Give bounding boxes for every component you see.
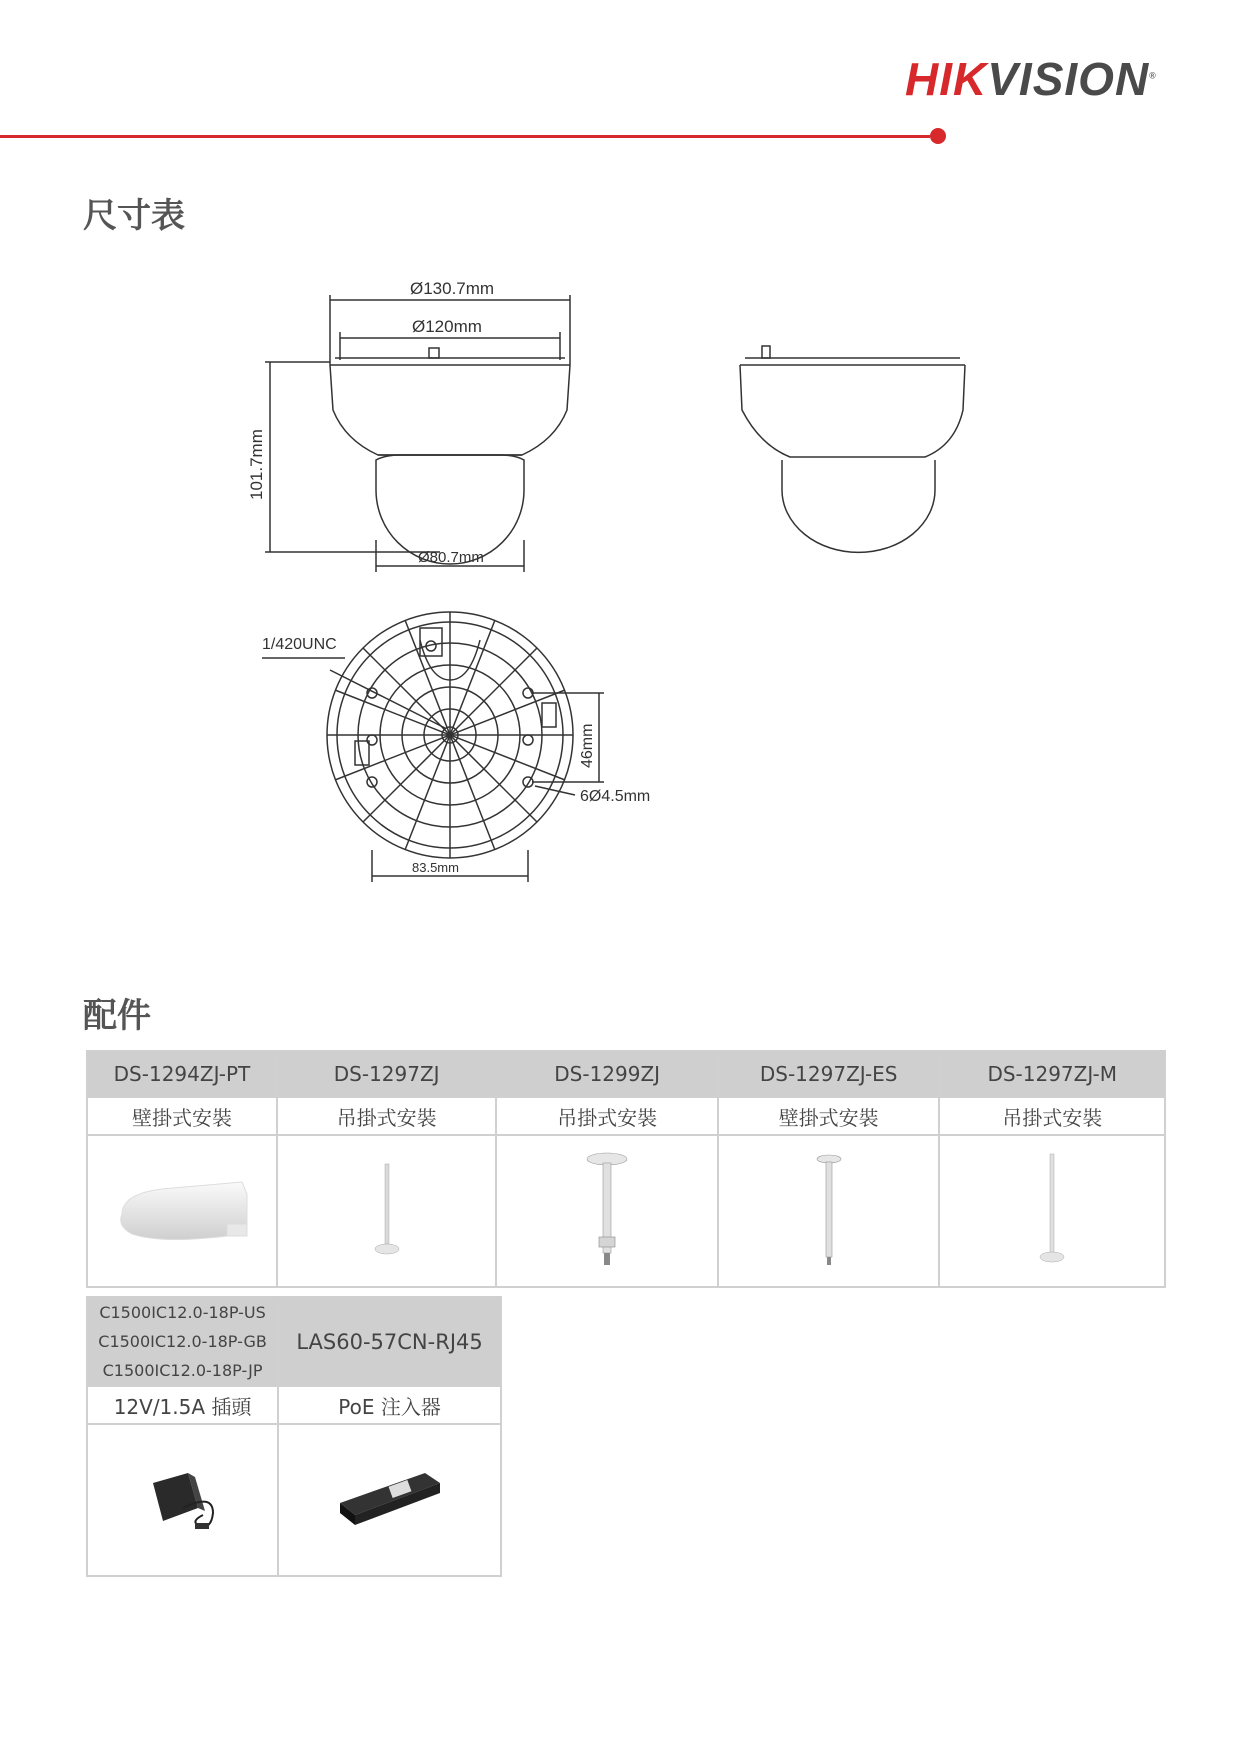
desc-cell: 吊掛式安裝 <box>496 1097 718 1135</box>
dim-holes: 6Ø4.5mm <box>580 788 651 805</box>
accessories-table-2 <box>86 1296 502 1577</box>
dim-hole-spacing-v: 46mm <box>579 723 596 768</box>
dim-outer-diameter: Ø130.7mm <box>410 279 495 298</box>
pendant-mount-icon <box>367 1159 407 1259</box>
accessories-heading: 配件 <box>83 996 151 1036</box>
dim-dome-diameter: Ø80.7mm <box>418 549 484 566</box>
dimensions-heading: 尺寸表 <box>83 196 185 236</box>
pendant-mount-icon <box>1032 1149 1072 1269</box>
model-cell: LAS60-57CN-RJ45 <box>278 1297 501 1386</box>
image-cell <box>277 1135 497 1287</box>
power-adapter-icon <box>133 1453 233 1543</box>
accessories-table-1 <box>86 1050 1166 1288</box>
image-cell <box>496 1135 718 1287</box>
desc-cell: 壁掛式安裝 <box>87 1097 277 1135</box>
desc-cell: 壁掛式安裝 <box>718 1097 940 1135</box>
image-cell <box>87 1135 277 1287</box>
image-cell <box>939 1135 1165 1287</box>
dim-thread: 1/420UNC <box>262 636 337 653</box>
desc-cell: 吊掛式安裝 <box>277 1097 497 1135</box>
model-cell: DS-1294ZJ-PT <box>87 1051 277 1097</box>
model-line: C1500IC12.0-18P-JP <box>102 1361 263 1380</box>
registered-mark: ® <box>1149 70 1157 81</box>
desc-cell: 吊掛式安裝 <box>939 1097 1165 1135</box>
model-cell: DS-1297ZJ-M <box>939 1051 1165 1097</box>
logo-part-vision: VISION <box>987 53 1150 105</box>
model-line: C1500IC12.0-18P-US <box>99 1303 266 1322</box>
model-line: C1500IC12.0-18P-GB <box>98 1332 267 1351</box>
logo-part-hik: HIK <box>905 53 988 105</box>
image-cell <box>278 1424 501 1576</box>
model-cell: DS-1299ZJ <box>496 1051 718 1097</box>
dim-inner-diameter: Ø120mm <box>412 317 482 336</box>
image-cell <box>718 1135 940 1287</box>
wall-bracket-icon <box>102 1164 262 1254</box>
desc-cell: PoE 注入器 <box>278 1386 501 1424</box>
dim-hole-spacing-h: 83.5mm <box>412 860 459 875</box>
desc-cell: 12V/1.5A 插頭 <box>87 1386 278 1424</box>
pendant-mount-icon <box>577 1149 637 1269</box>
image-cell <box>87 1424 278 1576</box>
model-cell: DS-1297ZJ <box>277 1051 497 1097</box>
pendant-mount-icon <box>809 1149 849 1269</box>
model-cell: DS-1297ZJ-ES <box>718 1051 940 1097</box>
poe-injector-icon <box>330 1453 450 1543</box>
model-cell <box>87 1297 278 1386</box>
dim-height: 101.7mm <box>247 429 266 500</box>
